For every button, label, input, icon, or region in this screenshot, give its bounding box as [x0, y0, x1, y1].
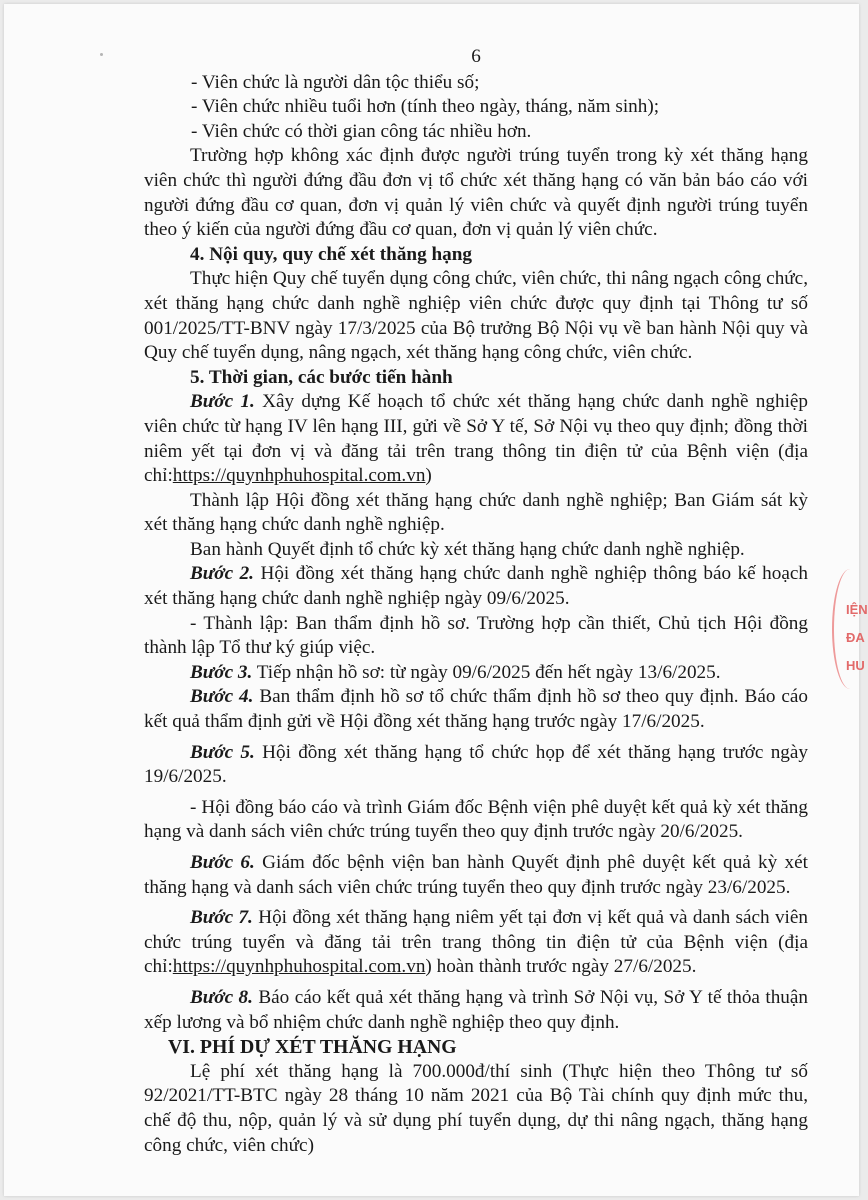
step-text: Giám đốc bệnh viện ban hành Quyết định phê duyệt kết quả kỳ xét thăng hạng và danh sách viên chức trúng tuyển theo quy định trước ngày 23/6/2025.: [144, 852, 808, 898]
step-5: [144, 741, 808, 790]
bullet-item: - Viên chức là người dân tộc thiểu số;: [191, 71, 480, 93]
step-1: [144, 390, 808, 488]
section-vi-heading: VI. PHÍ DỰ XÉT THĂNG HẠNG: [168, 1036, 457, 1059]
step-3: [144, 661, 808, 686]
step-text-tail: ) hoàn thành trước ngày 27/6/2025.: [425, 956, 697, 978]
step-text: Hội đồng xét thăng hạng chức danh nghề nghiệp thông báo kế hoạch xét thăng hạng chức danh nghề nghiệp ngày 09/6/2025.: [144, 563, 808, 610]
scan-speck: [100, 53, 103, 56]
hospital-url-link[interactable]: https://quynhphuhospital.com.vn: [172, 465, 426, 487]
bullet-item: - Viên chức có thời gian công tác nhiều hơn.: [191, 120, 532, 142]
step-text: Ban thẩm định hồ sơ tổ chức thẩm định hồ sơ theo quy định. Báo cáo kết quả thẩm định gửi về Hội đồng xét thăng hạng trước ngày 17/6/2025.: [144, 686, 808, 733]
step-label: Bước 3.: [190, 661, 253, 683]
page-number: 6: [471, 46, 481, 67]
section-vi-text: Lệ phí xét thăng hạng là 700.000đ/thí sinh (Thực hiện theo Thông tư số 92/2021/TT-BTC ngày 28 tháng 10 năm 2021 của Bộ Tài chính quy định mức thu, chế độ thu, nộp, quản lý và sử dụng phí tuyển dụng, dự thi nâng ngạch, thăng hạng công chức, viên chức): [144, 1060, 808, 1156]
document-page: [4, 4, 868, 1196]
step-6: [144, 851, 808, 900]
step-text: Hội đồng xét thăng hạng niêm yết tại đơn vị kết quả và danh sách viên chức trúng tuyển và đăng tải trên trang thông tin điện tử của Bệnh viện (địa chỉ:: [144, 907, 808, 978]
step-text: Báo cáo kết quả xét thăng hạng và trình Sở Nội vụ, Sở Y tế thỏa thuận xếp lương và bổ nhiệm chức danh nghề nghiệp theo quy định.: [144, 986, 808, 1033]
red-stamp-fragment: [826, 569, 866, 699]
step-label: Bước 2.: [190, 563, 254, 585]
step-1-paragraph-2: Thành lập Hội đồng xét thăng hạng chức danh nghề nghiệp; Ban Giám sát kỳ xét thăng hạng chức danh nghề nghiệp.: [144, 489, 808, 536]
section-5-heading: 5. Thời gian, các bước tiến hành: [190, 366, 453, 388]
step-1-paragraph-3: Ban hành Quyết định tổ chức kỳ xét thăng hạng chức danh nghề nghiệp.: [190, 538, 745, 560]
step-7: [144, 906, 808, 980]
stamp-text-line: ĐA: [846, 630, 865, 645]
step-text-tail: ): [425, 465, 432, 487]
step-4: [144, 685, 808, 734]
step-8: [144, 986, 808, 1035]
section-4-text: Thực hiện Quy chế tuyển dụng công chức, viên chức, thi nâng ngạch công chức, xét thăng hạng chức danh nghề nghiệp viên chức được quy định tại Thông tư số 001/2025/TT-BNV ngày 17/3/2025 của Bộ trưởng Bộ Nội vụ về ban hành Nội quy và Quy chế tuyển dụng, nâng ngạch, xét thăng hạng công chức, viên chức.: [144, 268, 808, 364]
step-5-paragraph-2: - Hội đồng báo cáo và trình Giám đốc Bệnh viện phê duyệt kết quả kỳ xét thăng hạng và danh sách viên chức trúng tuyển theo quy định trước ngày 20/6/2025.: [144, 796, 808, 843]
stamp-text-line: HU: [846, 658, 865, 673]
step-2: [144, 562, 808, 611]
step-label: Bước 4.: [190, 686, 254, 708]
step-label: Bước 7.: [190, 907, 253, 929]
hospital-url-link[interactable]: https://quynhphuhospital.com.vn: [172, 956, 426, 978]
step-text: Xây dựng Kế hoạch tổ chức xét thăng hạng chức danh nghề nghiệp viên chức từ hạng IV lên hạng III, gửi về Sở Y tế, Sở Nội vụ theo quy định; đồng thời niêm yết tại đơn vị và đăng tải trên trang thông tin điện tử của Bệnh viện (địa chỉ:: [144, 391, 809, 487]
section-4-heading: 4. Nội quy, quy chế xét thăng hạng: [190, 243, 473, 265]
paragraph-tie-case: Trường hợp không xác định được người trúng tuyển trong kỳ xét thăng hạng viên chức thì người đứng đầu đơn vị tổ chức xét thăng hạng có văn bản báo cáo với người đứng đầu cơ quan, đơn vị quản lý viên chức và quyết định người trúng tuyển theo ý kiến của người đứng đầu cơ quan, đơn vị quản lý viên chức.: [144, 145, 808, 241]
step-text: Hội đồng xét thăng hạng tổ chức họp để xét thăng hạng trước ngày 19/6/2025.: [144, 741, 808, 788]
step-label: Bước 6.: [190, 852, 255, 873]
document-body: [144, 45, 808, 1158]
step-text: Tiếp nhận hồ sơ: từ ngày 09/6/2025 đến hết ngày 13/6/2025.: [252, 661, 721, 683]
step-label: Bước 1.: [190, 391, 255, 413]
stamp-text-line: IỆN: [846, 602, 868, 617]
step-label: Bước 5.: [190, 741, 255, 763]
step-2-paragraph-2: - Thành lập: Ban thẩm định hồ sơ. Trường hợp cần thiết, Chủ tịch Hội đồng thành lập Tổ thư ký giúp việc.: [144, 612, 808, 659]
bullet-item: - Viên chức nhiều tuổi hơn (tính theo ngày, tháng, năm sinh);: [191, 96, 660, 118]
step-label: Bước 8.: [190, 986, 253, 1008]
